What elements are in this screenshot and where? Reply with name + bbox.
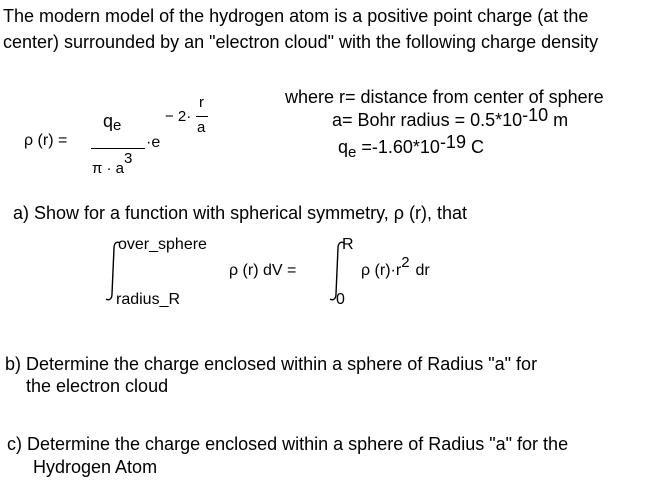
formula-exp-fraction-bar [196,116,208,117]
part-a-text: a) Show for a function with spherical symmetry, ρ (r), that [13,203,468,223]
r-definition: where r= distance from center of sphere [285,87,604,107]
formula-exp-prefix: − 2· [165,108,192,125]
intro-line-1: The modern model of the hydrogen atom is a positive point charge (at the [3,6,589,26]
right-integral-lower-limit: 0 [336,291,345,308]
formula-lhs: ρ (r) = [24,132,68,149]
right-integral-upper-limit: R [342,236,354,253]
formula-numerator: qe [103,111,122,134]
a-definition: a= Bohr radius = 0.5*10-10 m [332,105,569,130]
part-b-line-2: the electron cloud [26,376,169,396]
formula-fraction-bar [91,148,145,149]
part-c-line-2: Hydrogen Atom [33,457,158,477]
left-integral-upper-limit: over_sphere [118,236,207,253]
formula-dot-e: ·e [146,134,161,151]
part-c-line-1: c) Determine the charge enclosed within a sphere of Radius "a" for the [7,434,569,454]
left-integral-lower-limit: radius_R [116,291,181,308]
formula-denominator: π · a3 [92,150,133,177]
right-integrand: ρ (r)·r2 dr [361,254,430,279]
left-integrand: ρ (r) dV = [229,262,297,279]
intro-line-2: center) surrounded by an "electron cloud" with the following charge density [3,32,599,52]
part-b-line-1: b) Determine the charge enclosed within a sphere of Radius "a" for [5,354,538,374]
formula-exp-denominator: a [197,119,206,136]
q-definition: qe =-1.60*10-19 C [338,132,484,161]
formula-exp-numerator: r [199,94,204,111]
